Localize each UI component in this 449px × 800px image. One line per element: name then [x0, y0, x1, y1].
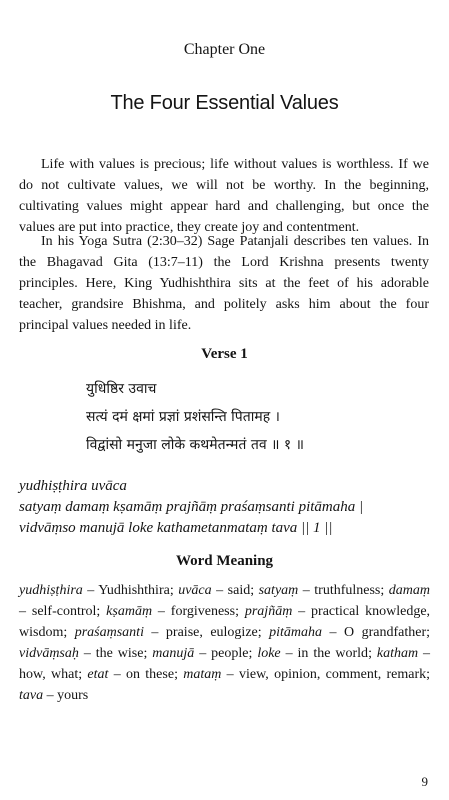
glossary-term: mataṃ [183, 667, 222, 682]
glossary-term: uvāca [178, 583, 212, 598]
sanskrit-line: युधिष्ठिर उवाच [86, 381, 157, 397]
glossary-term: katham [376, 646, 419, 661]
glossary-term: kṣamāṃ [106, 604, 153, 619]
glossary-term: vidvāṃsaḥ [19, 646, 79, 661]
intro-paragraph: Life with values is precious; life without values is worthless. If we do not cultivate values, we will not be worthy. In the beginning, cultivating values might appear hard and challenging, but once the values are put into practice, they create joy and contentment. [19, 157, 429, 235]
sanskrit-line: सत्यं दमं क्षमां प्रज्ञां प्रशंसन्ति पितामह । [86, 409, 280, 425]
verse-heading: Verse 1 [201, 346, 248, 362]
glossary-meaning: view, opinion, comment, remark [238, 667, 427, 682]
glossary-term: tava [19, 688, 44, 703]
glossary-meaning: self-control [31, 604, 97, 619]
glossary-meaning: O grandfather [344, 625, 427, 640]
glossary-meaning: the wise [95, 646, 144, 661]
glossary-meaning: how, what [19, 667, 79, 682]
glossary-meaning: yours [57, 688, 89, 703]
transliteration-line: yudhiṣṭhira uvāca [19, 478, 127, 494]
sanskrit-line: विद्वांसो मनुजा लोके कथमेतन्मतं तव ॥ १ ॥ [86, 437, 305, 453]
word-meaning-text: yudhiṣṭhira – Yudhishthira; uvāca – said; satyaṃ – truthfulness; damaṃ – self-control; kṣamāṃ – forgiveness; prajñāṃ – practical knowledge, wisdom; praśaṃsanti – praise, eulogize; pitāmaha – O grandfather; vidvāṃsaḥ – the wise; manujā – people; loke – in the world; katham – how, what; etat – on these; mataṃ – view, opinion, comment, remark; tava – yours [19, 583, 431, 703]
glossary-meaning: people [211, 646, 249, 661]
glossary-term: etat [87, 667, 109, 682]
sanskrit-verse [86, 375, 426, 459]
glossary-meaning: practical knowledge, wisdom [19, 604, 431, 640]
glossary-meaning: Yudhishthira [98, 583, 170, 598]
transliteration-line: satyaṃ damaṃ kṣamāṃ prajñāṃ praśaṃsanti pitāmaha | [19, 499, 364, 515]
word-meaning-heading: Word Meaning [175, 553, 274, 569]
glossary-term: manujā [152, 646, 195, 661]
glossary-term: damaṃ [388, 583, 431, 598]
glossary-term: yudhiṣṭhira [19, 583, 83, 598]
glossary-term: praśaṃsanti [74, 625, 144, 640]
chapter-title: The Four Essential Values [110, 92, 339, 114]
glossary-term: prajñāṃ [244, 604, 293, 619]
glossary-term: loke [257, 646, 281, 661]
glossary-meaning: truthfulness [314, 583, 381, 598]
glossary-meaning: on these [126, 667, 175, 682]
chapter-label: Chapter One [183, 41, 266, 58]
glossary-term: pitāmaha [269, 625, 323, 640]
glossary-meaning: in the world [297, 646, 369, 661]
glossary-term: satyaṃ [258, 583, 299, 598]
context-paragraph: In his Yoga Sutra (2:30–32) Sage Patanjali describes ten values. In the Bhagavad Gita (13:7–11) the Lord Krishna presents twenty principles. Here, King Yudhishthira sits at the feet of his adorable teacher, grandsire Bhishma, and politely asks him about the four principal values needed in life. [19, 234, 429, 333]
glossary-meaning: forgiveness [170, 604, 236, 619]
glossary-meaning: said [227, 583, 251, 598]
transliteration-line: vidvāṃso manujā loke kathametanmataṃ tava || 1 || [19, 520, 333, 536]
transliteration [19, 476, 439, 539]
glossary-meaning: praise, eulogize [165, 625, 258, 640]
page-number: 9 [421, 774, 428, 789]
